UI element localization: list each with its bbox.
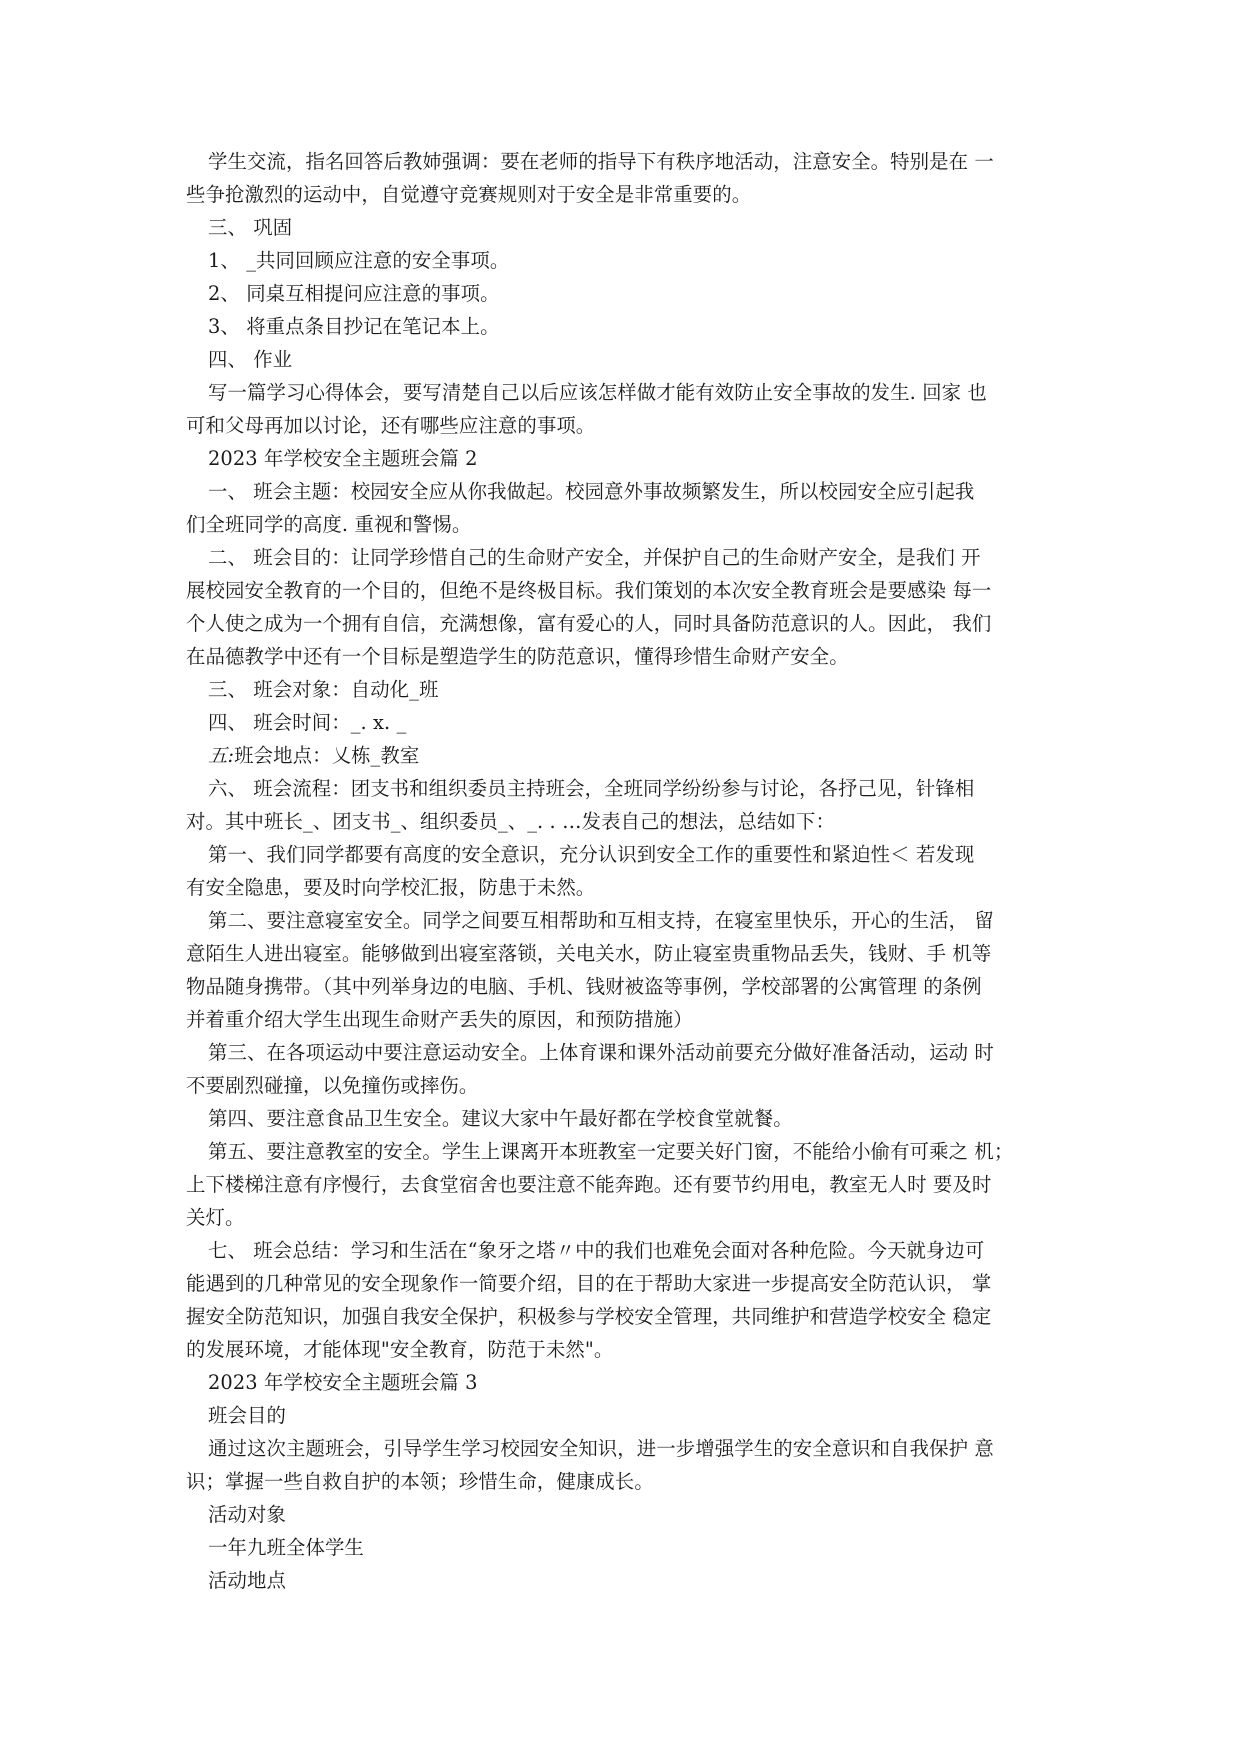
document-line: 的发展环境，才能体现"安全教育，防范于未然"。	[186, 1338, 614, 1361]
document-paragraph	[186, 1036, 1058, 1102]
document-paragraph	[186, 739, 1058, 772]
document-line: 七、 班会总结：学习和生活在“象牙之塔〃中的我们也难免会面对各种危险。今天就身边可	[208, 1239, 985, 1262]
document-line: 第三、在各项运动中要注意运动安全。上体育课和课外活动前要充分做好准备活动，运动 时	[208, 1041, 994, 1064]
document-paragraph	[186, 1432, 1058, 1498]
document-paragraph	[186, 904, 1058, 1036]
document-paragraph	[186, 1399, 1058, 1432]
document-body	[186, 145, 1058, 1597]
document-paragraph	[186, 442, 1058, 475]
document-paragraph	[186, 541, 1058, 673]
document-paragraph	[186, 1498, 1058, 1531]
document-paragraph	[186, 1564, 1058, 1597]
document-paragraph	[186, 673, 1058, 706]
document-paragraph	[186, 343, 1058, 376]
document-line: 个人使之成为一个拥有自信，充满想像，富有爱心的人，同时具备防范意识的人。因此， 我们	[186, 612, 992, 635]
document-line: 展校园安全教育的一个目的，但绝不是终极目标。我们策划的本次安全教育班会是要感染 每一	[186, 579, 992, 602]
document-line: 四、 作业	[208, 348, 293, 371]
document-line: 第二、要注意寝室安全。同学之间要互相帮助和互相支持，在寝室里快乐，开心的生活， 留	[208, 909, 994, 932]
document-paragraph	[186, 145, 1058, 211]
document-paragraph	[186, 706, 1058, 739]
document-paragraph	[186, 1102, 1058, 1135]
document-line: 第五、要注意教室的安全。学生上课离开本班教室一定要关好门窗，不能给小偷有可乘之 机；	[208, 1140, 1014, 1163]
document-line: 2023 年学校安全主题班会篇 2	[208, 447, 478, 470]
document-line: 写一篇学习心得体会，要写清楚自己以后应该怎样做才能有效防止安全事故的发生. 回家 也	[208, 381, 987, 404]
document-line: 能遇到的几种常见的安全现象作一简要介绍，目的在于帮助大家进一步提高安全防范认识， 掌	[186, 1272, 992, 1295]
document-line: 第四、要注意食品卫生安全。建议大家中午最好都在学校食堂就餐。	[208, 1107, 793, 1130]
document-line: 三、 班会对象：自动化_班	[208, 678, 439, 701]
document-line: 一年九班全体学生	[208, 1536, 364, 1559]
document-line: 活动地点	[208, 1569, 286, 1592]
document-paragraph	[186, 310, 1058, 343]
document-paragraph	[186, 1135, 1058, 1234]
document-paragraph	[186, 244, 1058, 277]
document-line: 并着重介绍大学生出现生命财产丢失的原因，和预防措施）	[186, 1008, 693, 1031]
document-line: 2023 年学校安全主题班会篇 3	[208, 1371, 478, 1394]
document-paragraph	[186, 1234, 1058, 1366]
document-line: 学生交流，指名回答后教姉强调：要在老师的指导下有秩序地活动，注意安全。特别是在 一	[208, 150, 994, 173]
document-paragraph	[186, 1366, 1058, 1399]
document-line: 班会目的	[208, 1404, 286, 1427]
document-line: 在品德教学中还有一个目标是塑造学生的防范意识，懂得珍惜生命财产安全。	[186, 645, 849, 668]
document-line: 通过这次主题班会，引导学生学习校园安全知识，进一步增强学生的安全意识和自我保护 意	[208, 1437, 994, 1460]
document-line: 2、 同桌互相提问应注意的事项。	[208, 282, 500, 305]
document-line: 物品随身携带。（其中列举身边的电脑、手机、钱财被盗等事例，学校部署的公寓管理 的条例	[186, 975, 982, 998]
document-line: 1、 _共同回顾应注意的安全事项。	[208, 249, 510, 272]
document-line: 六、 班会流程：团支书和组织委员主持班会，全班同学纷纷参与讨论，各抒己见，针锋相	[208, 777, 975, 800]
document-line: 握安全防范知识，加强自我安全保护，积极参与学校安全管理，共同维护和营造学校安全 稳定	[186, 1305, 992, 1328]
document-line: 不要剧烈碰撞，以免撞伤或摔伤。	[186, 1074, 479, 1097]
document-line: 一、 班会主题：校园安全应从你我做起。校园意外事故频繁发生，所以校园安全应引起我	[208, 480, 975, 503]
document-paragraph	[186, 376, 1058, 442]
document-paragraph	[186, 211, 1058, 244]
document-line	[186, 739, 1058, 772]
document-line: 二、 班会目的：让同学珍惜自己的生命财产安全，并保护自己的生命财产安全，是我们 开	[208, 546, 981, 569]
document-line: 对。其中班长_、团支书_、组织委员_、_. . …发表自己的想法，总结如下：	[186, 810, 835, 833]
line-rest: 班会地点：乂栋_教室	[234, 744, 420, 767]
document-paragraph	[186, 838, 1058, 904]
document-line: 识；掌握一些自救自护的本领；珍惜生命，健康成长。	[186, 1470, 654, 1493]
document-line: 意陌生人进出寝室。能够做到出寝室落锁，关电关水，防止寝室贵重物品丢失，钱财、手 机等	[186, 942, 992, 965]
document-paragraph	[186, 772, 1058, 838]
document-paragraph	[186, 277, 1058, 310]
document-line: 有安全隐患，要及时向学校汇报，防患于未然。	[186, 876, 596, 899]
document-paragraph	[186, 475, 1058, 541]
document-line: 三、 巩固	[208, 216, 293, 239]
document-line: 3、 将重点条目抄记在笔记本上。	[208, 315, 500, 338]
document-line: 第一、我们同学都要有高度的安全意识，充分认识到安全工作的重要性和紧迫性＜ 若发现	[208, 843, 975, 866]
document-paragraph	[186, 1531, 1058, 1564]
document-line: 些争抢激烈的运动中，自觉遵守竞赛规则对于安全是非常重要的。	[186, 183, 752, 206]
document-line: 们全班同学的高度. 重视和警惕。	[186, 513, 472, 536]
italic-prefix: 五:	[208, 744, 235, 767]
document-line: 关灯。	[186, 1206, 245, 1229]
document-line: 可和父母再加以讨论，还有哪些应注意的事项。	[186, 414, 596, 437]
document-line: 上下楼梯注意有序慢行，去食堂宿舍也要注意不能奔跑。还有要节约用电，教室无人时 要及时	[186, 1173, 992, 1196]
document-line: 四、 班会时间：_. x. _	[208, 711, 407, 734]
document-line: 活动对象	[208, 1503, 286, 1526]
